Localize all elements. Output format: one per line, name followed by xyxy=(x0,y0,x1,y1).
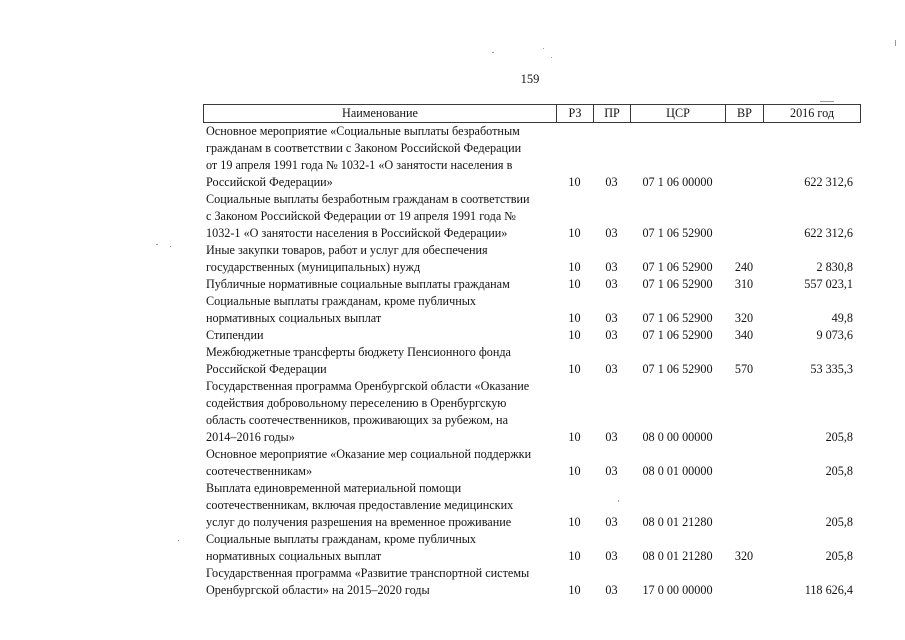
row-name xyxy=(203,242,556,276)
row-name-line: государственных (муниципальных) нужд xyxy=(206,260,421,274)
table-row xyxy=(203,242,861,276)
row-name-line: Выплата единовременной материальной помощи xyxy=(206,481,462,495)
row-name xyxy=(203,276,556,293)
row-sum: 557 023,1 xyxy=(804,277,853,291)
row-pr: 03 xyxy=(605,430,618,444)
table-row xyxy=(203,191,861,242)
row-name xyxy=(203,378,556,446)
row-sum: 53 335,3 xyxy=(810,362,853,376)
row-name xyxy=(203,446,556,480)
row-sum: 9 073,6 xyxy=(816,328,853,342)
row-pr: 03 xyxy=(605,175,618,189)
row-csr: 07 1 06 52900 xyxy=(642,277,713,291)
row-sum: 205,8 xyxy=(825,515,853,529)
row-name-line: гражданам в соответствии с Законом Российской Федерации xyxy=(206,141,522,155)
row-sum: 622 312,6 xyxy=(804,226,853,240)
row-csr: 08 0 01 21280 xyxy=(642,549,713,563)
table-row xyxy=(203,327,861,344)
header-name: Наименование xyxy=(204,105,557,122)
row-csr: 08 0 00 00000 xyxy=(642,430,713,444)
row-csr: 07 1 06 52900 xyxy=(642,362,713,376)
header-csr: ЦСР xyxy=(631,105,726,122)
row-pr: 03 xyxy=(605,515,618,529)
row-name xyxy=(203,480,556,531)
table-row xyxy=(203,446,861,480)
header-vr: ВР xyxy=(726,105,764,122)
row-name-line: Социальные выплаты гражданам, кроме публичных xyxy=(206,532,476,546)
row-name-line: Российской Федерации» xyxy=(206,175,333,189)
row-rz: 10 xyxy=(568,328,581,342)
table-row xyxy=(203,565,861,599)
row-rz: 10 xyxy=(568,260,581,274)
row-csr: 07 1 06 52900 xyxy=(642,328,713,342)
row-csr: 08 0 01 00000 xyxy=(642,464,713,478)
row-name xyxy=(203,344,556,378)
row-vr: 240 xyxy=(734,260,754,274)
row-name-line: область соотечественников, проживающих за рубежом, на xyxy=(206,413,508,427)
row-sum: 205,8 xyxy=(825,549,853,563)
row-name xyxy=(203,191,556,242)
row-rz: 10 xyxy=(568,464,581,478)
row-pr: 03 xyxy=(605,362,618,376)
row-name-line: Государственная программа «Развитие транспортной системы xyxy=(206,566,530,580)
budget-table xyxy=(203,104,861,599)
row-name-line: Российской Федерации xyxy=(206,362,327,376)
row-rz: 10 xyxy=(568,362,581,376)
row-sum: 49,8 xyxy=(831,311,853,325)
row-name-line: Социальные выплаты гражданам, кроме публичных xyxy=(206,294,476,308)
row-csr: 07 1 06 52900 xyxy=(642,226,713,240)
row-rz: 10 xyxy=(568,311,581,325)
row-name xyxy=(203,293,556,327)
row-pr: 03 xyxy=(605,260,618,274)
row-name xyxy=(203,531,556,565)
row-name-line: соотечественникам» xyxy=(206,464,313,478)
row-vr: 570 xyxy=(734,362,754,376)
header-sum: 2016 год xyxy=(789,106,835,120)
row-rz: 10 xyxy=(568,583,581,597)
table-row xyxy=(203,276,861,293)
row-pr: 03 xyxy=(605,277,618,291)
row-sum: 118 626,4 xyxy=(804,583,853,597)
row-sum: 205,8 xyxy=(825,430,853,444)
row-name-line: Иные закупки товаров, работ и услуг для обеспечения xyxy=(206,243,488,257)
table-row xyxy=(203,344,861,378)
row-pr: 03 xyxy=(605,464,618,478)
row-pr: 03 xyxy=(605,226,618,240)
row-name-line: Основное мероприятие «Социальные выплаты безработным xyxy=(206,124,520,138)
row-csr: 17 0 00 00000 xyxy=(642,583,713,597)
row-rz: 10 xyxy=(568,515,581,529)
row-name-line: Стипендии xyxy=(206,328,264,342)
row-vr: 320 xyxy=(734,311,754,325)
row-csr: 07 1 06 52900 xyxy=(642,260,713,274)
row-vr: 320 xyxy=(734,549,754,563)
row-name-line: соотечественникам, включая предоставление медицинских xyxy=(206,498,514,512)
row-vr: 340 xyxy=(734,328,754,342)
row-name-line: услуг до получения разрешения на временное проживание xyxy=(206,515,512,529)
row-sum: 205,8 xyxy=(825,464,853,478)
row-sum: 2 830,8 xyxy=(816,260,853,274)
row-name-line: Социальные выплаты безработным гражданам в соответствии xyxy=(206,192,530,206)
row-pr: 03 xyxy=(605,311,618,325)
row-pr: 03 xyxy=(605,549,618,563)
row-name-line: от 19 апреля 1991 года № 1032-1 «О занятости населения в xyxy=(206,158,513,172)
row-pr: 03 xyxy=(605,328,618,342)
row-name-line: Оренбургской области» на 2015–2020 годы xyxy=(206,583,430,597)
row-name-line: 1032-1 «О занятости населения в Российской Федерации» xyxy=(206,226,508,240)
row-csr: 08 0 01 21280 xyxy=(642,515,713,529)
row-sum: 622 312,6 xyxy=(804,175,853,189)
row-name-line: с Законом Российской Федерации от 19 апреля 1991 года № xyxy=(206,209,516,223)
header-rz: РЗ xyxy=(557,105,594,122)
row-name xyxy=(203,123,556,191)
row-csr: 07 1 06 00000 xyxy=(642,175,713,189)
row-name-line: 2014–2016 годы» xyxy=(206,430,295,444)
row-name-line: Государственная программа Оренбургской области «Оказание xyxy=(206,379,530,393)
row-name-line: Основное мероприятие «Оказание мер социальной поддержки xyxy=(206,447,532,461)
row-name-line: Межбюджетные трансферты бюджету Пенсионного фонда xyxy=(206,345,511,359)
row-rz: 10 xyxy=(568,430,581,444)
table-row xyxy=(203,378,861,446)
table-row xyxy=(203,531,861,565)
row-name-line: Публичные нормативные социальные выплаты гражданам xyxy=(206,277,510,291)
page-number: 159 xyxy=(520,72,540,86)
table-header-row xyxy=(203,104,861,123)
row-vr: 310 xyxy=(734,277,754,291)
table-body xyxy=(203,123,861,599)
table-row xyxy=(203,123,861,191)
row-rz: 10 xyxy=(568,175,581,189)
row-name xyxy=(203,565,556,599)
table-row xyxy=(203,480,861,531)
row-rz: 10 xyxy=(568,549,581,563)
row-name-line: нормативных социальных выплат xyxy=(206,311,382,325)
row-name-line: нормативных социальных выплат xyxy=(206,549,382,563)
table-row xyxy=(203,293,861,327)
row-rz: 10 xyxy=(568,226,581,240)
row-rz: 10 xyxy=(568,277,581,291)
row-csr: 07 1 06 52900 xyxy=(642,311,713,325)
row-pr: 03 xyxy=(605,583,618,597)
row-name-line: содействия добровольному переселению в Оренбургскую xyxy=(206,396,507,410)
header-pr: ПР xyxy=(594,105,631,122)
row-name xyxy=(203,327,556,344)
